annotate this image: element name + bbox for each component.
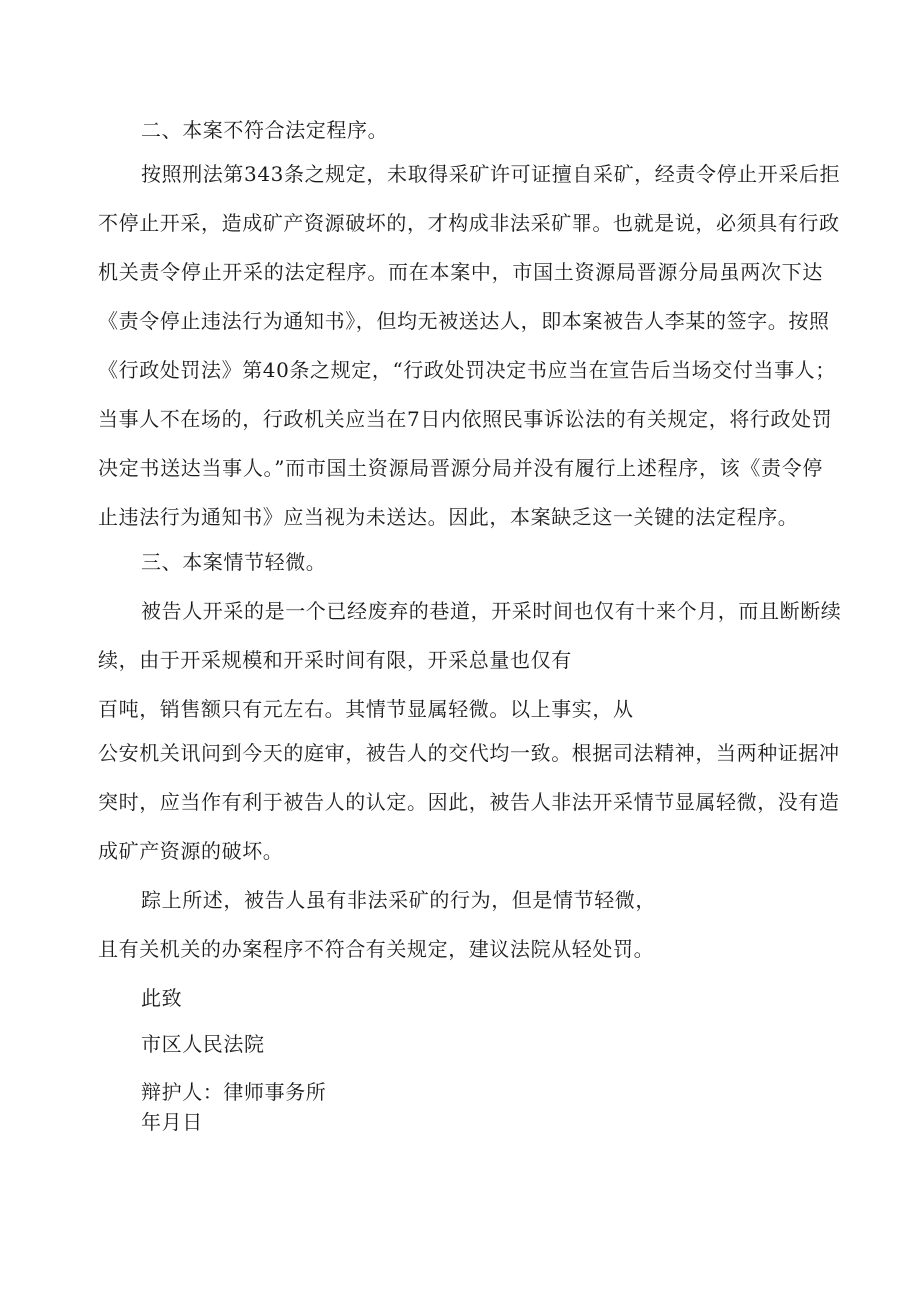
section-2-heading: 二、本案不符合法定程序。 <box>141 118 389 142</box>
paragraph-line: 决定书送达当事人。”而市国土资源局晋源分局并没有履行上述程序，该《责令停 <box>98 456 823 480</box>
paragraph-line: 按照刑法第343条之规定，未取得采矿许可证擅自采矿，经责令停止开采后拒 <box>141 162 841 186</box>
paragraph-line: 机关责令停止开采的法定程序。而在本案中，市国土资源局晋源分局虽两次下达 <box>98 260 823 284</box>
conclusion-line: 且有关机关的办案程序不符合有关规定，建议法院从轻处罚。 <box>98 937 655 961</box>
paragraph-line: 成矿产资源的破坏。 <box>98 839 284 863</box>
signature: 辩护人：律师事务所 <box>141 1080 327 1104</box>
paragraph-line: 百吨，销售额只有元左右。其情节显属轻微。以上事实，从 <box>98 697 634 721</box>
paragraph-line: 公安机关讯问到今天的庭审，被告人的交代均一致。根据司法精神，当两种证据冲 <box>98 741 840 765</box>
paragraph-line: 《行政处罚法》第40条之规定，“行政处罚决定书应当在宣告后当场交付当事人； <box>98 358 836 382</box>
conclusion-line: 踪上所述，被告人虽有非法采矿的行为，但是情节轻微， <box>141 888 656 912</box>
salutation: 此致 <box>141 986 183 1010</box>
paragraph-line: 《责令停止违法行为通知书》，但均无被送达人，即本案被告人李某的签字。按照 <box>98 309 830 333</box>
paragraph-line: 当事人不在场的，行政机关应当在7日内依照民事诉讼法的有关规定，将行政处罚 <box>98 407 833 431</box>
paragraph-line: 不停止开采，造成矿产资源破坏的，才构成非法采矿罪。也就是说，必须具有行政 <box>98 211 840 235</box>
paragraph-line: 续，由于开采规模和开采时间有限，开采总量也仅有 <box>98 648 572 672</box>
paragraph-line: 被告人开采的是一个已经废弃的巷道，开采时间也仅有十来个月，而且断断续 <box>141 599 842 623</box>
paragraph-line: 止违法行为通知书》应当视为未送达。因此，本案缺乏这一关键的法定程序。 <box>98 505 799 529</box>
date: 年月日 <box>141 1110 203 1134</box>
paragraph-line: 突时，应当作有利于被告人的认定。因此，被告人非法开采情节显属轻微，没有造 <box>98 790 840 814</box>
recipient: 市区人民法院 <box>141 1032 265 1056</box>
section-3-heading: 三、本案情节轻微。 <box>141 550 327 574</box>
